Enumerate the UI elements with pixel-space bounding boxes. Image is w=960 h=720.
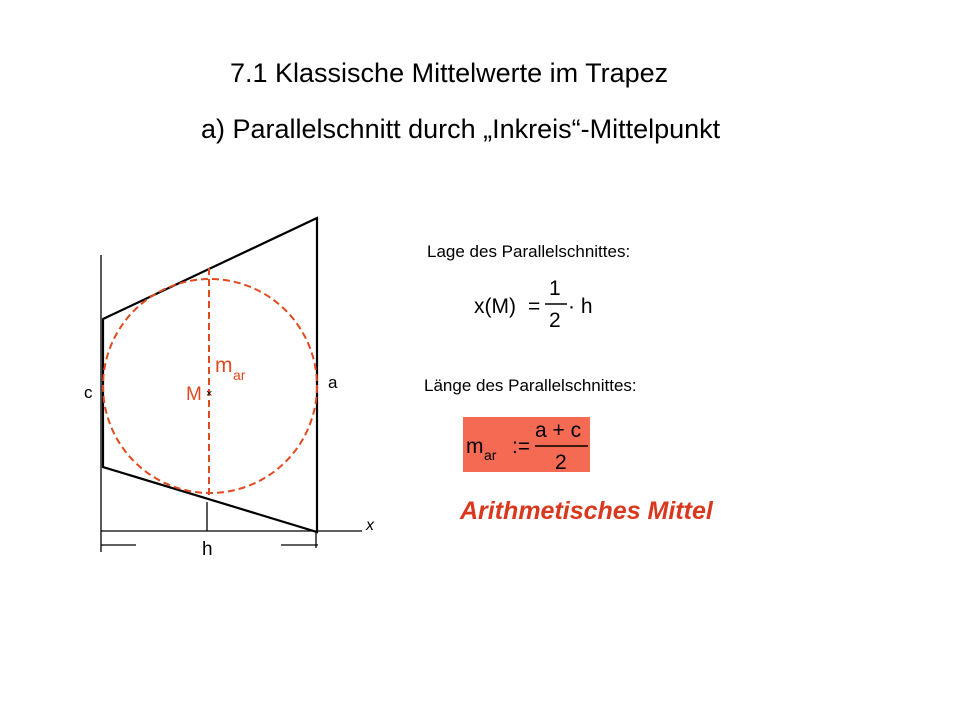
page-subtitle: a) Parallelschnitt durch „Inkreis“-Mittelpunkt (201, 114, 721, 144)
formula-position (474, 277, 593, 332)
trapezoid (103, 218, 317, 532)
height-label-h: h (202, 539, 213, 560)
formula2-assign: := (512, 435, 531, 458)
segment-label-m-sub: ar (233, 367, 246, 383)
position-label: Lage des Parallelschnittes: (427, 242, 631, 261)
formula1-denominator: 2 (549, 309, 561, 332)
formula2-numerator: a + c (535, 419, 582, 442)
page-title: 7.1 Klassische Mittelwerte im Trapez (230, 58, 669, 88)
length-label: Länge des Parallelschnittes: (424, 376, 637, 395)
formula-length (463, 417, 590, 474)
segment-label-m: m (215, 354, 233, 377)
formula1-numerator: 1 (549, 277, 561, 300)
formula2-sub: ar (484, 447, 497, 463)
axis-label-x: x (366, 517, 374, 534)
formula1-tail: · h (568, 295, 593, 318)
formula2-m: m (466, 435, 484, 458)
formula1-lhs: x(M) (474, 295, 516, 318)
formula1-equals: = (528, 295, 541, 318)
arithmetic-mean-label: Arithmetisches Mittel (460, 497, 713, 525)
center-point-marker: × (206, 388, 213, 400)
formula2-denominator: 2 (555, 451, 567, 474)
side-label-c: c (84, 383, 93, 402)
side-label-a: a (328, 373, 338, 392)
center-label-M: M (186, 384, 202, 405)
